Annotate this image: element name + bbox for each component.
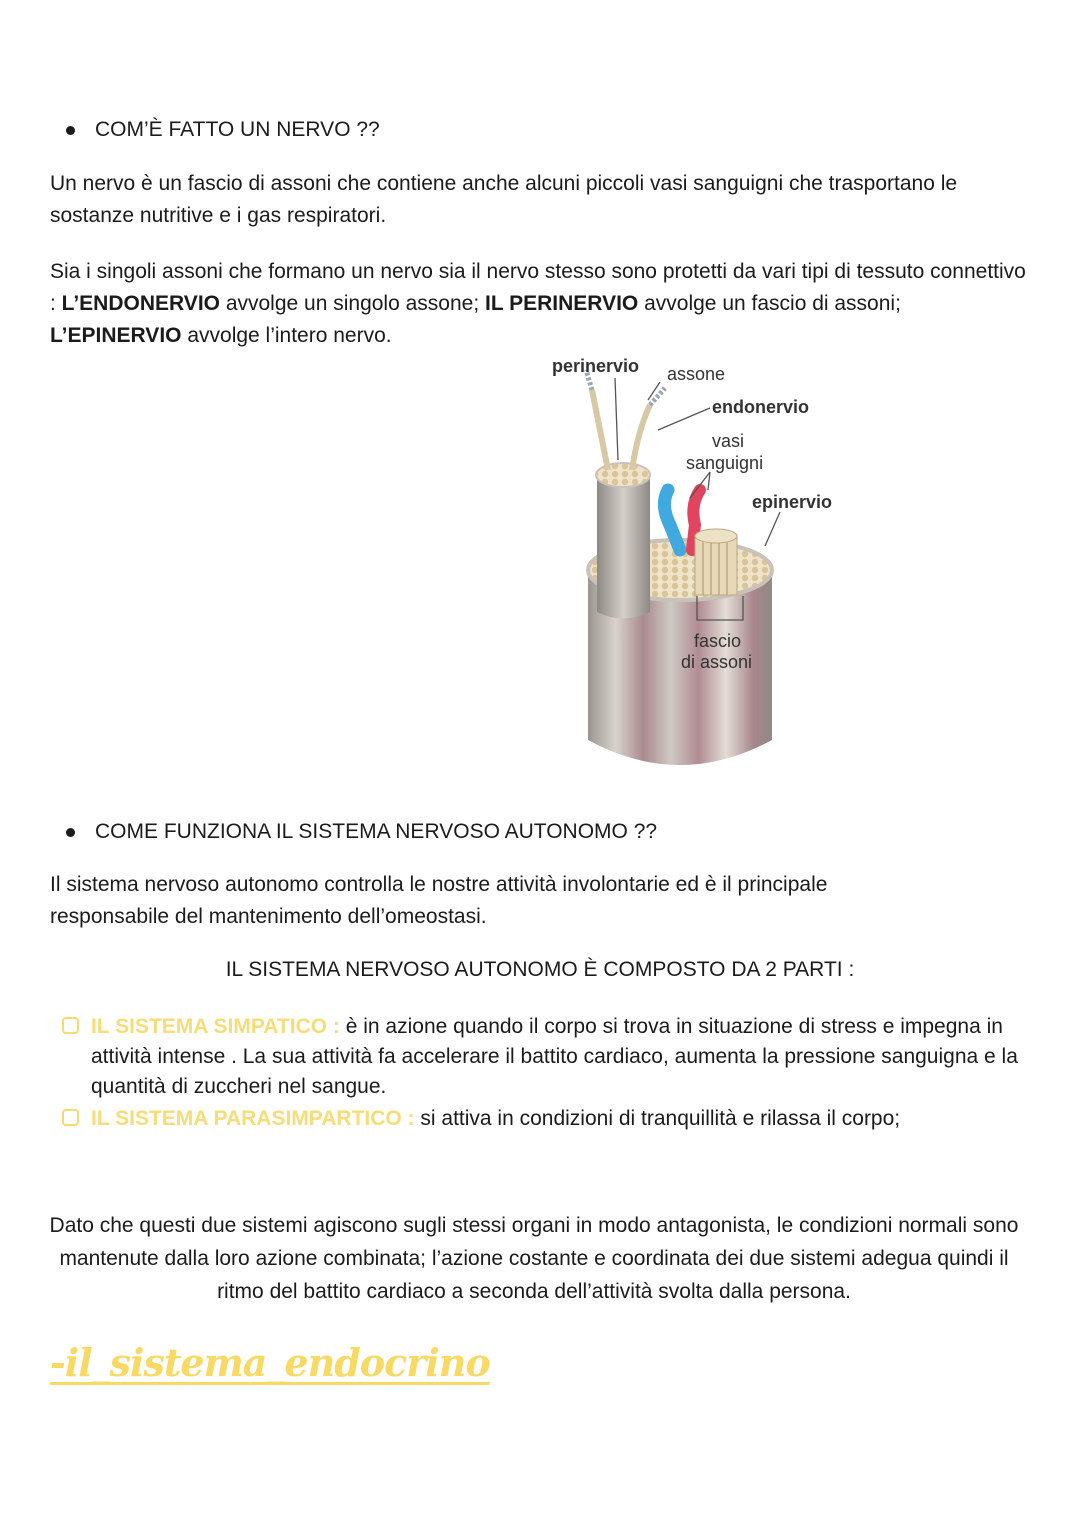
section-2-title-text: COME FUNZIONA IL SISTEMA NERVOSO AUTONOMO ?? xyxy=(95,820,658,843)
section-1-title xyxy=(66,118,380,142)
bold-term-endonervio: L’ENDONERVIO xyxy=(61,292,220,315)
section-2-paragraph-1: Il sistema nervoso autonomo controlla le nostre attività involontarie ed è il principale responsabile del mantenimento dell’omeostasi. xyxy=(50,873,828,928)
nerve-diagram xyxy=(540,350,860,790)
section-2-title xyxy=(66,820,657,844)
bullet-icon xyxy=(66,828,75,837)
checkbox-icon[interactable] xyxy=(62,1017,79,1034)
label-sanguigni: sanguigni xyxy=(686,453,764,473)
bold-term-perinervio: IL PERINERVIO xyxy=(485,292,639,315)
section-1-paragraph-2 xyxy=(50,256,1035,352)
section-1-paragraph-1: Un nervo è un fascio di assoni che contiene anche alcuni piccoli vasi sanguigni che trasportano le sostanze nutritive e i gas respiratori. xyxy=(50,172,958,227)
checklist-body: è in azione quando il corpo si trova in situazione di stress e impegna in attività intense . La sua attività fa accelerare il battito cardiaco, aumenta la pressione sanguigna e la quantità di zuccheri nel sangue. xyxy=(91,1015,1018,1098)
perinervio-shape xyxy=(597,475,650,619)
checkbox-icon[interactable] xyxy=(62,1109,79,1126)
checklist-body: si attiva in condizioni di tranquillità e rilassa il corpo; xyxy=(414,1107,901,1130)
text-run: avvolge l’intero nervo. xyxy=(181,324,392,347)
section-1-title-text: COM’È FATTO UN NERVO ?? xyxy=(95,118,380,141)
checklist-label: IL SISTEMA SIMPATICO : xyxy=(91,1015,340,1038)
label-assone: assone xyxy=(667,364,726,384)
bullet-icon xyxy=(66,126,75,135)
checklist-item-text xyxy=(91,1104,900,1134)
section-2-subtitle: IL SISTEMA NERVOSO AUTONOMO È COMPOSTO DA 2 PARTI : xyxy=(225,958,855,981)
text-run: avvolge un fascio di assoni; xyxy=(638,292,901,315)
label-perinervio: perinervio xyxy=(552,356,640,376)
label-epinervio: epinervio xyxy=(752,492,833,512)
label-endonervio: endonervio xyxy=(712,397,810,417)
checklist-item-text xyxy=(91,1012,1022,1102)
checklist-item-simpatico xyxy=(62,1012,1022,1102)
text-run: avvolge un singolo assone; xyxy=(219,292,485,315)
checklist-label: IL SISTEMA PARASIMPARTICO : xyxy=(91,1107,415,1130)
bold-term-epinervio: L’EPINERVIO xyxy=(50,324,182,347)
label-fascio: fascio xyxy=(694,631,742,651)
label-vasi: vasi xyxy=(712,431,745,451)
checklist-item-parasimpatico xyxy=(62,1104,1022,1134)
endocrine-heading: -il_sistema_endocrino xyxy=(50,1340,490,1385)
text-run: Sia i singoli assoni che formano un nervo sia il nervo stesso sono protetti da vari tipi di tessuto connettivo : xyxy=(50,260,1026,315)
label-di-assoni: di assoni xyxy=(681,652,753,672)
closing-paragraph: Dato che questi due sistemi agiscono sugli stessi organi in modo antagonista, le condizioni normali sono mantenute dalla loro azione combinata; l’azione costante e coordinata dei due sistemi adegua quindi il ritmo del battito cardiaco a seconda dell’attività svolta dalla persona. xyxy=(49,1214,1019,1303)
